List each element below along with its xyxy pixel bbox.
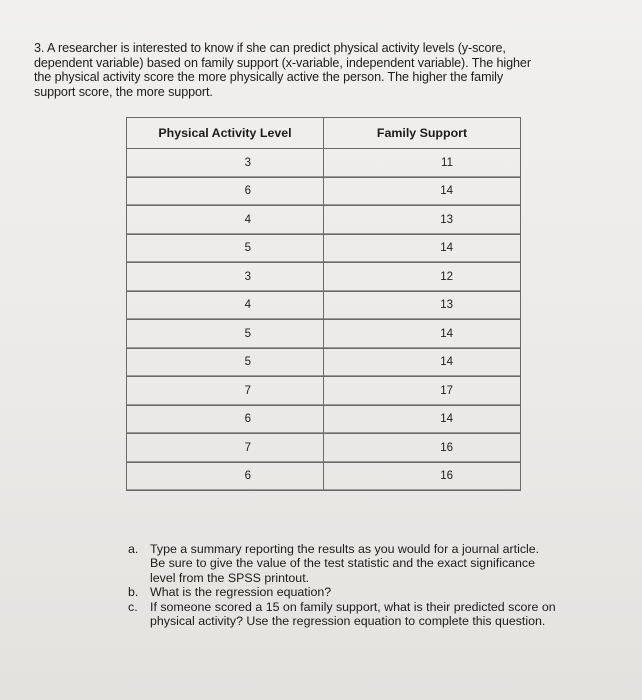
physical-activity-cell: 4 xyxy=(127,291,324,320)
question-text xyxy=(34,41,594,99)
table-row xyxy=(127,320,521,349)
question-line-2: dependent variable) based on family support (x-variable, independent variable). The higher xyxy=(34,55,531,70)
table-row xyxy=(127,348,521,377)
physical-activity-cell: 7 xyxy=(127,434,324,463)
family-support-cell: 16 xyxy=(324,462,521,491)
task-marker-b: b. xyxy=(128,585,139,600)
table-row xyxy=(127,234,521,263)
table-row xyxy=(127,291,521,320)
physical-activity-cell: 6 xyxy=(127,405,324,434)
table-row xyxy=(127,206,521,235)
data-table xyxy=(126,117,521,491)
table-row xyxy=(127,149,521,178)
family-support-cell: 11 xyxy=(324,149,521,178)
question-line-1: 3. A researcher is interested to know if she can predict physical activity levels (y-score, xyxy=(34,41,506,55)
family-support-cell: 14 xyxy=(324,405,521,434)
task-a-line-2: Be sure to give the value of the test statistic and the exact significance xyxy=(150,556,536,571)
family-support-cell: 14 xyxy=(324,234,521,263)
family-support-cell: 16 xyxy=(324,434,521,463)
family-support-cell: 14 xyxy=(324,320,521,349)
physical-activity-cell: 6 xyxy=(127,462,324,491)
family-support-cell: 12 xyxy=(324,263,521,292)
task-b-line-1: What is the regression equation? xyxy=(150,585,332,600)
table-header-row xyxy=(127,118,521,149)
task-c-line-2: physical activity? Use the regression equation to complete this question. xyxy=(150,614,546,629)
physical-activity-cell: 7 xyxy=(127,377,324,406)
family-support-cell: 14 xyxy=(324,177,521,206)
task-a-line-1: Type a summary reporting the results as you would for a journal article. xyxy=(150,542,540,556)
task-c-line-1: If someone scored a 15 on family support, what is their predicted score on xyxy=(150,599,556,614)
table-row xyxy=(127,177,521,206)
table-row xyxy=(127,263,521,292)
family-support-cell: 13 xyxy=(324,206,521,235)
family-support-cell: 17 xyxy=(324,377,521,406)
task-list xyxy=(128,542,598,628)
family-support-cell: 13 xyxy=(324,291,521,320)
task-item-a xyxy=(128,542,598,585)
table-row xyxy=(127,434,521,463)
table-row xyxy=(127,462,521,491)
task-item-b xyxy=(128,585,598,599)
question-line-4: support score, the more support. xyxy=(34,84,213,99)
task-a-line-3: level from the SPSS printout. xyxy=(150,570,310,585)
header-physical-activity: Physical Activity Level xyxy=(127,118,324,149)
physical-activity-cell: 4 xyxy=(127,206,324,235)
physical-activity-cell: 5 xyxy=(127,320,324,349)
table-row xyxy=(127,405,521,434)
physical-activity-cell: 3 xyxy=(127,263,324,292)
physical-activity-cell: 5 xyxy=(127,234,324,263)
task-item-c xyxy=(128,600,598,629)
physical-activity-cell: 5 xyxy=(127,348,324,377)
header-family-support: Family Support xyxy=(324,118,521,149)
table-row xyxy=(127,377,521,406)
family-support-cell: 14 xyxy=(324,348,521,377)
task-marker-c: c. xyxy=(128,599,138,614)
physical-activity-cell: 3 xyxy=(127,149,324,178)
task-marker-a: a. xyxy=(128,542,139,556)
physical-activity-cell: 6 xyxy=(127,177,324,206)
question-line-3: the physical activity score the more physically active the person. The higher the family xyxy=(34,70,504,85)
